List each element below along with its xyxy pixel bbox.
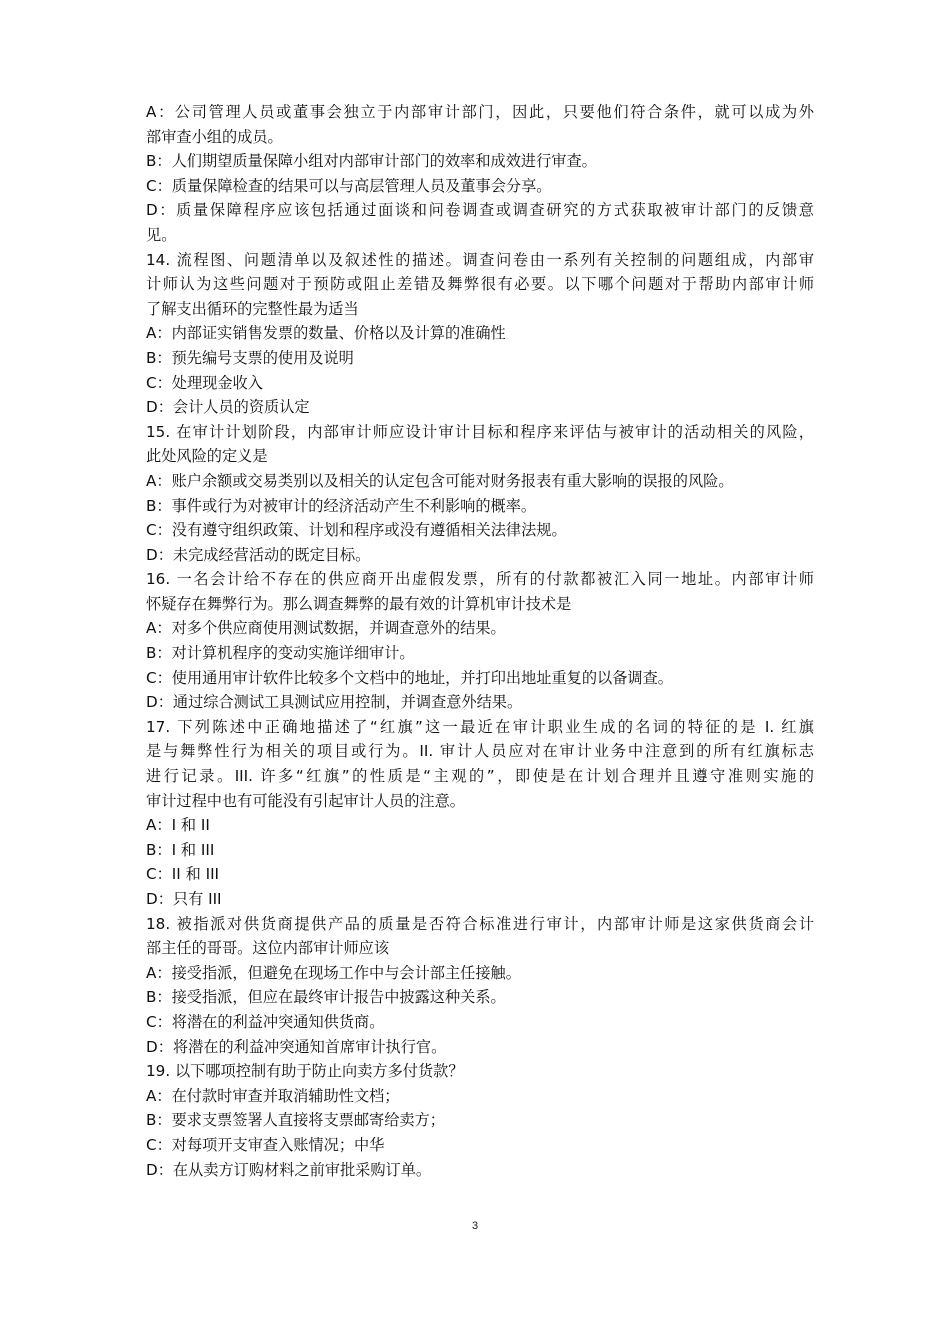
- option-d: D：在从卖方订购材料之前审批采购订单。: [146, 1160, 432, 1179]
- page-body: [146, 100, 814, 1182]
- option-c: C：处理现金收入: [146, 373, 263, 392]
- option-d: D：通过综合测试工具测试应用控制，并调查意外结果。: [146, 693, 523, 712]
- text-line: 此处风险的定义是: [146, 447, 268, 466]
- text-line: 计师认为这些问题对于预防或阻止差错及舞弊很有必要。以下哪个问题对于帮助内部审计师: [146, 275, 814, 294]
- text-line: 进行记录。III. 许多“红旗”的性质是“主观的”，即使是在计划合理并且遵守准则实施的: [146, 767, 814, 786]
- option-a: A：内部证实销售发票的数量、价格以及计算的准确性: [146, 324, 506, 343]
- text-line: D：质量保障程序应该包括通过面谈和问卷调查或调查研究的方式获取被审计部门的反馈意: [146, 201, 814, 220]
- option-a: A：接受指派，但避免在现场工作中与会计部主任接触。: [146, 963, 521, 982]
- option-a: A：I 和 II: [146, 816, 210, 835]
- text-line: 见。: [146, 225, 177, 244]
- text-line: B：人们期望质量保障小组对内部审计部门的效率和成效进行审查。: [146, 152, 597, 171]
- option-b: B：事件或行为对被审计的经济活动产生不利影响的概率。: [146, 496, 537, 515]
- option-d: D：将潜在的利益冲突通知首席审计执行官。: [146, 1037, 447, 1056]
- question-17: 17. 下列陈述中正确地描述了“红旗”这一最近在审计职业生成的名词的特征的是 I. 红旗: [146, 717, 814, 736]
- option-b: B：预先编号支票的使用及说明: [146, 348, 354, 367]
- page-number: 3: [471, 1220, 479, 1232]
- text-line: 了解支出循环的完整性最为适当: [146, 299, 359, 318]
- option-d: D：只有 III: [146, 890, 222, 908]
- option-a: A：在付款时审查并取消辅助性文档；: [146, 1086, 400, 1105]
- question-15: 15. 在审计计划阶段，内部审计师应设计审计目标和程序来评估与被审计的活动相关的风险，: [146, 422, 814, 441]
- question-16: 16. 一名会计给不存在的供应商开出虚假发票，所有的付款都被汇入同一地址。内部审计师: [146, 570, 814, 589]
- text-line: 是与舞弊性行为相关的项目或行为。II. 审计人员应对在审计业务中注意到的所有红旗标志: [146, 742, 814, 761]
- text-line: 部主任的哥哥。这位内部审计师应该: [146, 939, 389, 958]
- option-c: C：将潜在的利益冲突通知供货商。: [146, 1012, 385, 1031]
- question-19: 19. 以下哪项控制有助于防止向卖方多付货款？: [146, 1062, 464, 1081]
- option-b: B：要求支票签署人直接将支票邮寄给卖方；: [146, 1111, 445, 1130]
- option-b: B：接受指派，但应在最终审计报告中披露这种关系。: [146, 988, 506, 1007]
- option-b: B：I 和 III: [146, 840, 215, 859]
- text-line: 部审查小组的成员。: [146, 127, 283, 146]
- option-b: B：对计算机程序的变动实施详细审计。: [146, 644, 415, 663]
- option-c: C：使用通用审计软件比较多个文档中的地址，并打印出地址重复的以备调查。: [146, 668, 673, 687]
- option-a: A：对多个供应商使用测试数据，并调查意外的结果。: [146, 619, 506, 638]
- question-18: 18. 被指派对供货商提供产品的质量是否符合标准进行审计，内部审计师是这家供货商会计: [146, 914, 814, 933]
- text-line: C：质量保障检查的结果可以与高层管理人员及董事会分享。: [146, 176, 552, 195]
- option-c: C：对每项开支审查入账情况；中华: [146, 1135, 385, 1154]
- option-d: D：会计人员的资质认定: [146, 398, 310, 417]
- question-14: 14. 流程图、问题清单以及叙述性的描述。调查问卷由一系列有关控制的问题组成，内部审: [146, 250, 814, 269]
- option-d: D：未完成经营活动的既定目标。: [146, 545, 371, 564]
- option-c: C：II 和 III: [146, 865, 220, 884]
- option-a: A：账户余额或交易类别以及相关的认定包含可能对财务报表有重大影响的误报的风险。: [146, 471, 734, 490]
- text-line: A：公司管理人员或董事会独立于内部审计部门，因此，只要他们符合条件，就可以成为外: [146, 103, 814, 121]
- text-line: 怀疑存在舞弊行为。那么调查舞弊的最有效的计算机审计技术是: [146, 594, 572, 613]
- text-line: 审计过程中也有可能没有引起审计人员的注意。: [146, 791, 465, 810]
- option-c: C：没有遵守组织政策、计划和程序或没有遵循相关法律法规。: [146, 521, 567, 540]
